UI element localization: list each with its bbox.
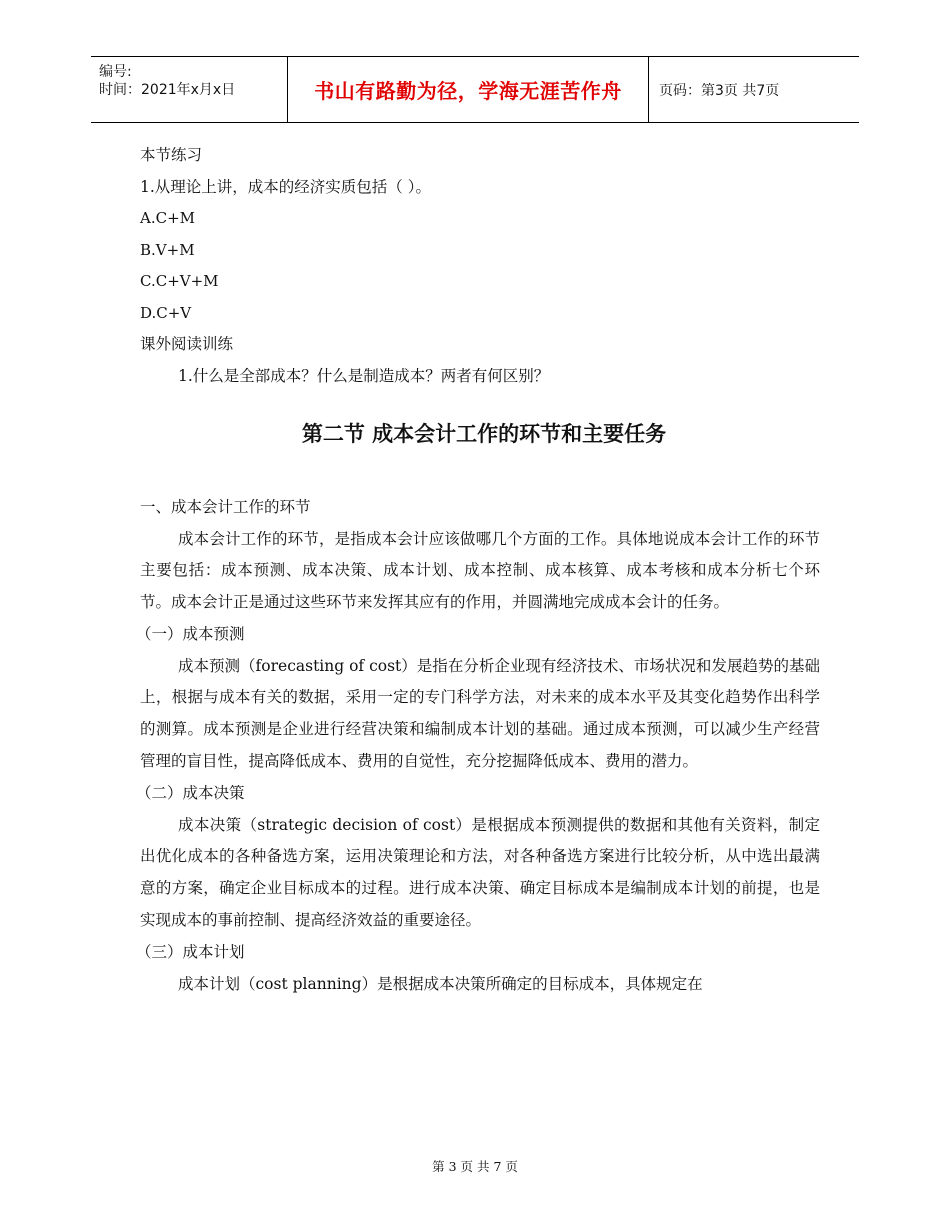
number-label: 编号:: [99, 64, 132, 80]
option-b: B.V+M: [140, 240, 195, 259]
exercise-title: 本节练习: [140, 146, 203, 164]
page-info: 页码：第3页 共7页: [659, 82, 780, 99]
sub1-paragraph: 成本预测（forecasting of cost）是指在分析企业现有经济技术、市场状况和发展趋势的基础上，根据与成本有关的数据，采用一定的专门科学方法，对未来的成本水平及其变化趋势作出科学的测算。成本预测是企业进行经营决策和编制成本计划的基础。通过成本预测，可以减少生产经营管理的盲目性，提高降低成本、费用的自觉性，充分挖掘降低成本、费用的潜力。: [140, 656, 820, 771]
sub1-title: （一）成本预测: [136, 624, 245, 643]
page-header: [91, 56, 859, 123]
part1-title: 一、成本会计工作的环节: [140, 498, 311, 516]
sub2-title: （二）成本决策: [136, 783, 245, 802]
section-heading: 第二节 成本会计工作的环节和主要任务: [301, 422, 667, 446]
sub2-paragraph: 成本决策（strategic decision of cost）是根据成本预测提供的数据和其他有关资料，制定出优化成本的各种备选方案，运用决策理论和方法，对各种备选方案进行比较分析，从中选出最满意的方案，确定企业目标成本的过程。进行成本决策、确定目标成本是编制成本计划的前提，也是实现成本的事前控制、提高经济效益的重要途径。: [140, 815, 820, 930]
reading-title: 课外阅读训练: [140, 335, 234, 353]
part1-paragraph: 成本会计工作的环节，是指成本会计应该做哪几个方面的工作。具体地说成本会计工作的环节主要包括：成本预测、成本决策、成本计划、成本控制、成本核算、成本考核和成本分析七个环节。成本会计正是通过这些环节来发挥其应有的作用，并圆满地完成成本会计的任务。: [140, 529, 820, 612]
option-a: A.C+M: [140, 209, 196, 227]
page-footer: 第 3 页 共 7 页: [432, 1159, 518, 1174]
motto: 书山有路勤为径，学海无涯苦作舟: [314, 79, 622, 103]
exercise-question: 1.从理论上讲，成本的经济实质包括（ ）。: [140, 177, 431, 196]
header-motto-cell: [287, 57, 649, 122]
sub3-title: （三）成本计划: [136, 942, 245, 961]
option-d: D.C+V: [140, 303, 192, 322]
document-body: [136, 140, 820, 1000]
option-c: C.C+V+M: [140, 272, 219, 290]
header-page-info: [649, 57, 859, 122]
sub3-paragraph: 成本计划（cost planning）是根据成本决策所确定的目标成本，具体规定在: [178, 974, 703, 993]
header-meta: [91, 57, 287, 122]
reading-question: 1.什么是全部成本？什么是制造成本？两者有何区别？: [178, 366, 550, 385]
time-label: 时间：2021年x月x日: [99, 82, 236, 98]
